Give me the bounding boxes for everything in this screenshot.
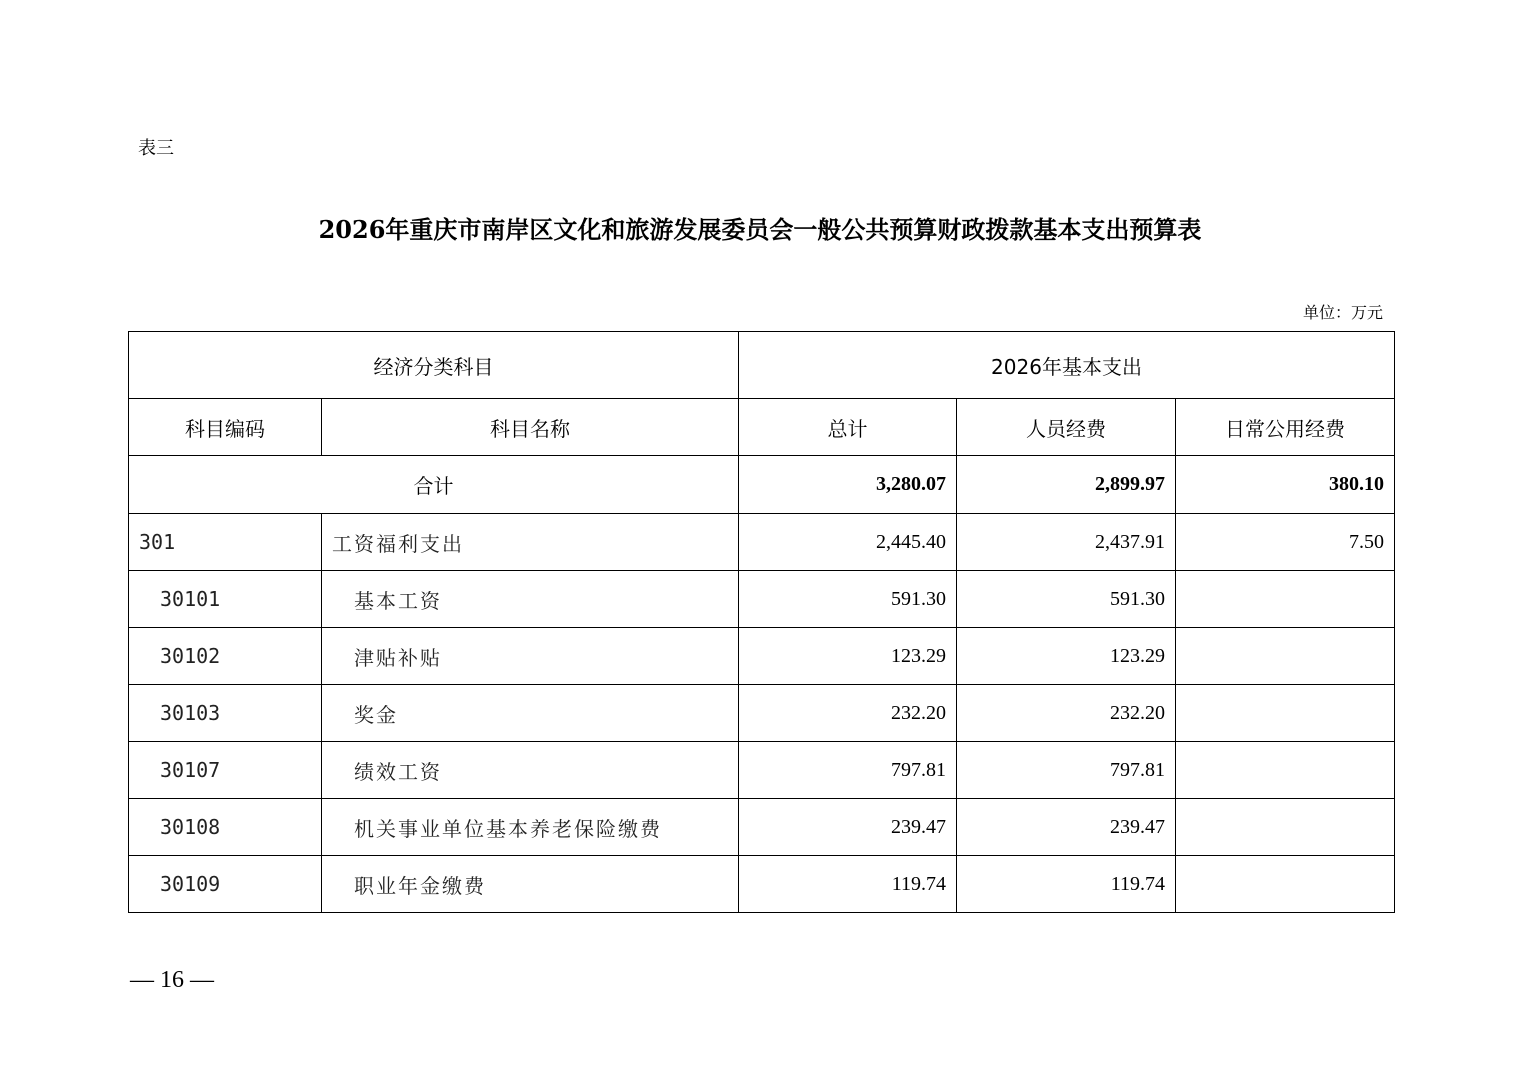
column-header-personnel: 人员经费 [957,399,1176,456]
column-header-total: 总计 [739,399,957,456]
row-total: 591.30 [739,571,957,628]
row-code: 30107 [129,742,322,799]
row-personnel: 123.29 [957,628,1176,685]
row-name: 机关事业单位基本养老保险缴费 [322,799,739,856]
row-total: 123.29 [739,628,957,685]
row-name: 津贴补贴 [322,628,739,685]
row-name: 奖金 [322,685,739,742]
total-total: 3,280.07 [739,456,957,514]
row-public [1176,799,1395,856]
row-public [1176,571,1395,628]
row-code: 301 [129,514,322,571]
header-economic-category: 经济分类科目 [129,332,739,399]
row-total: 232.20 [739,685,957,742]
table-row [129,628,1395,685]
total-public: 380.10 [1176,456,1395,514]
row-personnel: 591.30 [957,571,1176,628]
row-personnel: 797.81 [957,742,1176,799]
table-row [129,514,1395,571]
row-total: 119.74 [739,856,957,913]
header-basic-expenditure: 2026年基本支出 [739,332,1395,399]
row-name: 绩效工资 [322,742,739,799]
page-number: — 16 — [130,967,214,993]
row-public [1176,628,1395,685]
unit-label: 单位：万元 [1302,303,1383,322]
column-header-public: 日常公用经费 [1176,399,1395,456]
table-row [129,856,1395,913]
row-personnel: 232.20 [957,685,1176,742]
header-group-row [129,332,1395,399]
row-personnel: 239.47 [957,799,1176,856]
page-title: 2026年重庆市南岸区文化和旅游发展委员会一般公共预算财政拨款基本支出预算表 [318,215,1202,244]
row-name: 职业年金缴费 [322,856,739,913]
row-total: 239.47 [739,799,957,856]
row-code: 30103 [129,685,322,742]
row-public [1176,685,1395,742]
table-row [129,685,1395,742]
row-name: 基本工资 [322,571,739,628]
table-label: 表三 [138,138,174,159]
row-personnel: 119.74 [957,856,1176,913]
total-label: 合计 [129,456,739,514]
column-header-code: 科目编码 [129,399,322,456]
row-code: 30102 [129,628,322,685]
table-row [129,742,1395,799]
row-code: 30109 [129,856,322,913]
column-header-name: 科目名称 [322,399,739,456]
row-total: 797.81 [739,742,957,799]
row-public [1176,742,1395,799]
row-code: 30108 [129,799,322,856]
total-personnel: 2,899.97 [957,456,1176,514]
row-total: 2,445.40 [739,514,957,571]
table-row [129,571,1395,628]
row-personnel: 2,437.91 [957,514,1176,571]
header-column-row [129,399,1395,456]
budget-table [128,331,1395,913]
row-public: 7.50 [1176,514,1395,571]
row-name: 工资福利支出 [322,514,739,571]
table-row [129,799,1395,856]
total-row [129,456,1395,514]
row-public [1176,856,1395,913]
row-code: 30101 [129,571,322,628]
